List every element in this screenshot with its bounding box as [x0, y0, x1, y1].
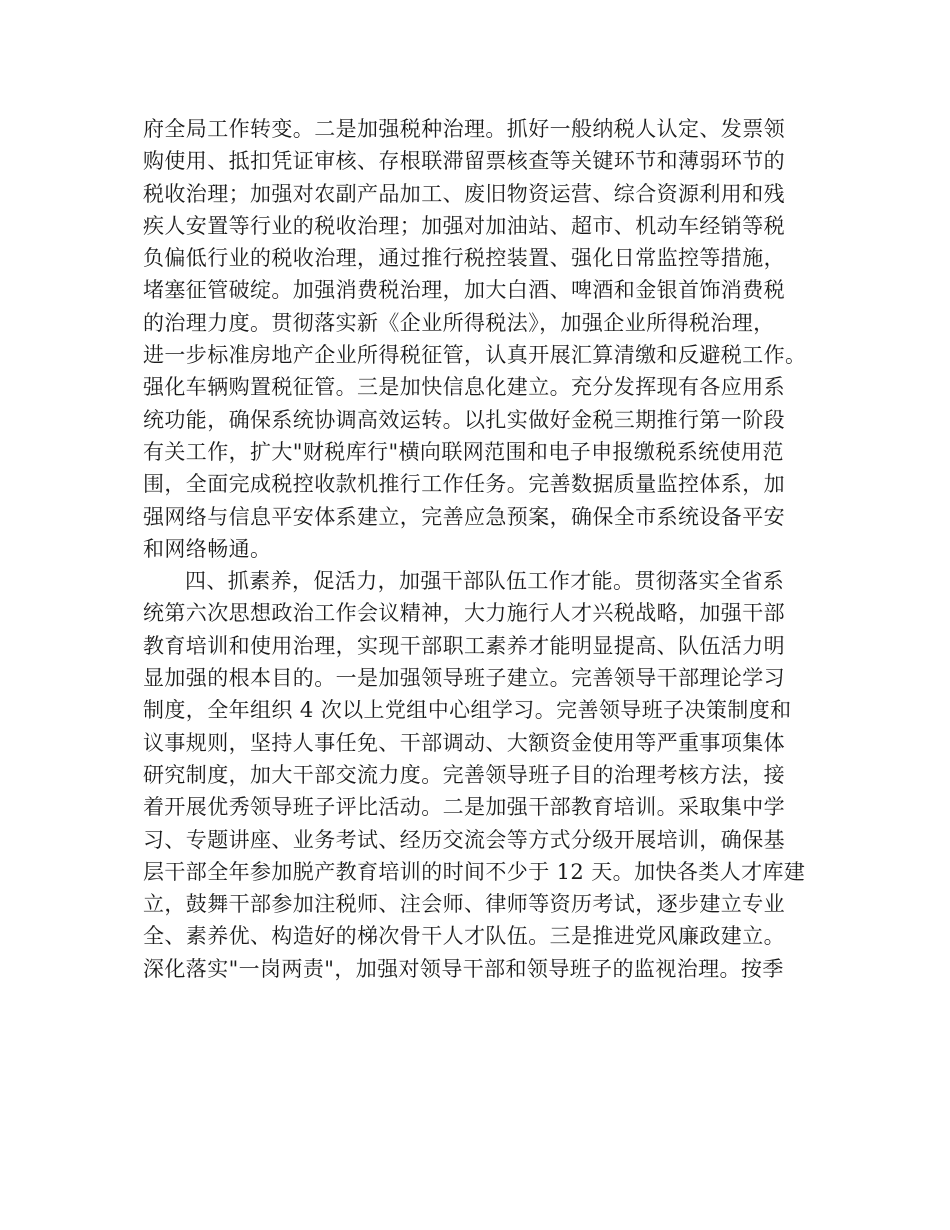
text-line: 进一步标准房地产企业所得税征管，认真开展汇算清缴和反避税工作。	[143, 343, 807, 368]
text-line: 围，全面完成税控收款机推行工作任务。完善数据质量监控体系，加	[143, 472, 785, 497]
text-line: 强化车辆购置税征管。三是加快信息化建立。充分发挥现有各应用系	[143, 375, 785, 400]
text-line: 税收治理；加强对农副产品加工、废旧物资运营、综合资源利用和残	[143, 181, 785, 206]
text-line: 购使用、抵扣凭证审核、存根联滞留票核查等关键环节和薄弱环节的	[143, 149, 785, 174]
text-line: 立，鼓舞干部参加注税师、注会师、律师等资历考试，逐步建立专业	[143, 892, 785, 917]
text-line: 负偏低行业的税收治理，通过推行税控装置、强化日常监控等措施，	[143, 246, 785, 271]
text-line: 的治理力度。贯彻落实新《企业所得税法》，加强企业所得税治理，	[143, 310, 775, 335]
text-line: 习、专题讲座、业务考试、经历交流会等方式分级开展培训，确保基	[143, 827, 785, 852]
text-line: 统第六次思想政治工作会议精神，大力施行人才兴税战略，加强干部	[143, 601, 785, 626]
text-line: 疾人安置等行业的税收治理；加强对加油站、超市、机动车经销等税	[143, 213, 785, 238]
text-line: 研究制度，加大干部交流力度。完善领导班子目的治理考核方法，接	[143, 762, 785, 787]
text-line: 层干部全年参加脱产教育培训的时间不少于 12 天。加快各类人才库建	[143, 859, 806, 884]
text-line: 教育培训和使用治理，实现干部职工素养才能明显提高、队伍活力明	[143, 633, 785, 658]
text-line: 强网络与信息平安体系建立，完善应急预案，确保全市系统设备平安	[143, 504, 785, 529]
text-line: 着开展优秀领导班子评比活动。二是加强干部教育培训。采取集中学	[143, 795, 785, 820]
text-line: 议事规则，坚持人事任免、干部调动、大额资金使用等严重事项集体	[143, 730, 785, 755]
text-line: 府全局工作转变。二是加强税种治理。抓好一般纳税人认定、发票领	[143, 117, 785, 141]
body-text	[143, 113, 823, 985]
text-line: 显加强的根本目的。一是加强领导班子建立。完善领导干部理论学习	[143, 666, 785, 691]
text-line: 统功能，确保系统协调高效运转。以扎实做好金税三期推行第一阶段	[143, 407, 785, 432]
text-line: 全、素养优、构造好的梯次骨干人才队伍。三是推进党风廉政建立。	[143, 924, 785, 949]
paragraph-start-line: 四、抓素养，促活力，加强干部队伍工作才能。贯彻落实全省系	[185, 569, 785, 594]
text-line: 和网络畅通。	[143, 536, 272, 561]
text-line: 制度，全年组织 4 次以上党组中心组学习。完善领导班子决策制度和	[143, 698, 792, 723]
text-line: 有关工作，扩大"财税库行"横向联网范围和电子申报缴税系统使用范	[143, 439, 784, 464]
text-line: 深化落实"一岗两责"，加强对领导干部和领导班子的监视治理。按季	[143, 956, 784, 981]
text-line: 堵塞征管破绽。加强消费税治理，加大白酒、啤酒和金银首饰消费税	[143, 278, 785, 303]
